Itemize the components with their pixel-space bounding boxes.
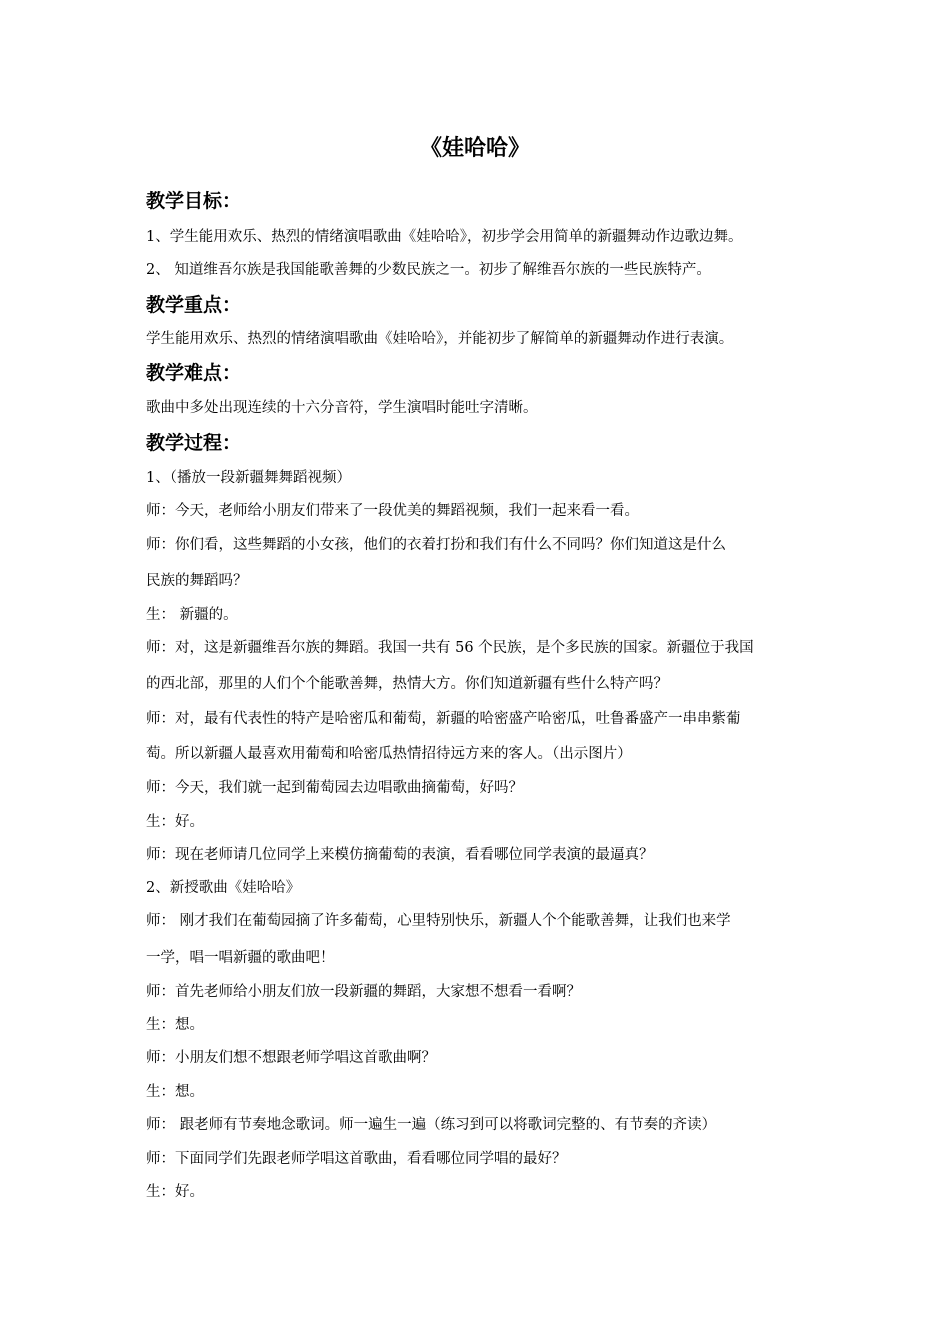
process-line: 2、新授歌曲《娃哈哈》 bbox=[146, 880, 301, 896]
process-line: 1、（播放一段新疆舞舞蹈视频） bbox=[146, 470, 351, 486]
process-line: 师：对，最有代表性的特产是哈密瓜和葡萄，新疆的哈密盛产哈密瓜，吐鲁番盛产一串串紫葡 bbox=[146, 711, 741, 727]
heading-process: 教学过程： bbox=[146, 432, 242, 454]
process-line: 民族的舞蹈吗？ bbox=[146, 573, 248, 589]
process-line: 生：想。 bbox=[146, 1017, 204, 1033]
process-line: 师：今天，老师给小朋友们带来了一段优美的舞蹈视频，我们一起来看一看。 bbox=[146, 503, 639, 519]
difficulty-line: 歌曲中多处出现连续的十六分音符，学生演唱时能吐字清晰。 bbox=[146, 400, 538, 416]
document-title: 《娃哈哈》 bbox=[419, 136, 530, 161]
process-line: 师：现在老师请几位同学上来模仿摘葡萄的表演，看看哪位同学表演的最逼真？ bbox=[146, 847, 654, 863]
process-line: 师： 跟老师有节奏地念歌词。师一遍生一遍（练习到可以将歌词完整的、有节奏的齐读） bbox=[146, 1117, 717, 1133]
process-line: 师：下面同学们先跟老师学唱这首歌曲，看看哪位同学唱的最好？ bbox=[146, 1151, 567, 1167]
process-line: 师： 刚才我们在葡萄园摘了许多葡萄，心里特别快乐，新疆人个个能歌善舞，让我们也来学 bbox=[146, 913, 731, 929]
process-line: 师：对，这是新疆维吾尔族的舞蹈。我国一共有 56 个民族，是个多民族的国家。新疆位于我国 bbox=[146, 640, 754, 656]
process-line: 师：小朋友们想不想跟老师学唱这首歌曲啊？ bbox=[146, 1050, 436, 1066]
process-line: 生：想。 bbox=[146, 1084, 204, 1100]
objective-line: 1、学生能用欢乐、热烈的情绪演唱歌曲《娃哈哈》，初步学会用简单的新疆舞动作边歌边舞。 bbox=[146, 229, 743, 245]
process-line: 师：你们看，这些舞蹈的小女孩，他们的衣着打扮和我们有什么不同吗？你们知道这是什么 bbox=[146, 537, 726, 553]
key-point-line: 学生能用欢乐、热烈的情绪演唱歌曲《娃哈哈》，并能初步了解简单的新疆舞动作进行表演。 bbox=[146, 331, 734, 347]
process-line: 师：今天，我们就一起到葡萄园去边唱歌曲摘葡萄，好吗？ bbox=[146, 780, 523, 796]
process-line: 师：首先老师给小朋友们放一段新疆的舞蹈，大家想不想看一看啊？ bbox=[146, 984, 581, 1000]
heading-key-points: 教学重点： bbox=[146, 294, 242, 316]
heading-objectives: 教学目标： bbox=[146, 190, 242, 212]
process-line: 萄。所以新疆人最喜欢用葡萄和哈密瓜热情招待远方来的客人。（出示图片） bbox=[146, 746, 632, 762]
process-line: 生：好。 bbox=[146, 814, 204, 830]
objective-line: 2、 知道维吾尔族是我国能歌善舞的少数民族之一。初步了解维吾尔族的一些民族特产。 bbox=[146, 262, 711, 278]
process-line: 生： 新疆的。 bbox=[146, 607, 238, 623]
process-line: 的西北部，那里的人们个个能歌善舞，热情大方。你们知道新疆有些什么特产吗？ bbox=[146, 676, 668, 692]
process-line: 生：好。 bbox=[146, 1184, 204, 1200]
process-line: 一学，唱一唱新疆的歌曲吧！ bbox=[146, 950, 335, 966]
heading-difficulties: 教学难点： bbox=[146, 362, 242, 384]
